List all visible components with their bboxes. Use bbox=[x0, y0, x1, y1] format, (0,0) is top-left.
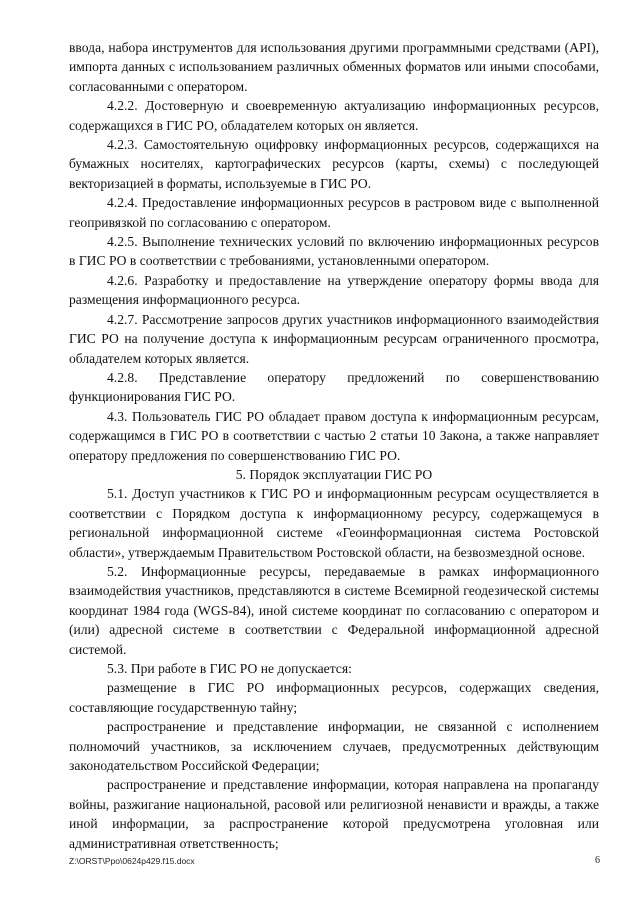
paragraph-4-2-2: 4.2.2. Достоверную и своевременную актуализацию информационных ресурсов, содержащихся в ГИС РО, обладателем которых он является. bbox=[69, 98, 599, 133]
paragraph-5-1: 5.1. Доступ участников к ГИС РО и информационным ресурсам осуществляется в соответствии с Порядком доступа к информационному ресурсу, содержащемуся в региональной информационной системе «Геоинформационная система Ростовской области», утверждаемым Правительством Ростовской области, на безвозмездной основе. bbox=[69, 486, 599, 560]
paragraph-4-3: 4.3. Пользователь ГИС РО обладает правом доступа к информационным ресурсам, содержащимся в ГИС РО в соответствии с частью 2 статьи 10 Закона, а также направляет оператору предложения по совершенствованию ГИС РО. bbox=[69, 408, 599, 463]
paragraph-4-2-6: 4.2.6. Разработку и предоставление на утверждение оператору формы ввода для размещения информационного ресурса. bbox=[69, 272, 599, 308]
section-heading: 5. Порядок эксплуатации ГИС РО bbox=[235, 466, 433, 482]
list-item-state-secret: размещение в ГИС РО информационных ресурсов, содержащих сведения, составляющие государственную тайну; bbox=[69, 680, 599, 715]
paragraph-continuation: ввода, набора инструментов для использования другими программными средствами (API), импорта данных с использованием различных обменных форматов или иными способами, согласованными с оператором. bbox=[69, 40, 599, 94]
page-number: 6 bbox=[595, 855, 600, 866]
paragraph-4-2-3: 4.2.3. Самостоятельную оцифровку информационных ресурсов, содержащихся на бумажных носителях, картографических ресурсов (карты, схемы) с последующей векторизацией в форматы, используемые в ГИС РО. bbox=[69, 137, 599, 191]
paragraph-5-3: 5.3. При работе в ГИС РО не допускается: bbox=[107, 661, 352, 676]
paragraph-4-2-7: 4.2.7. Рассмотрение запросов других участников информационного взаимодействия ГИС РО на получение доступа к информационным ресурсам ограниченного просмотра, обладателем которых является. bbox=[69, 311, 599, 366]
list-item-prohibited-info: распространение и представление информации, которая направлена на пропаганду войны, разжигание национальной, расовой или религиозной ненависти и вражды, а также иной информации, за распространение которой предусмотрена уголовная или административная ответственность; bbox=[69, 777, 599, 851]
paragraph-4-2-5: 4.2.5. Выполнение технических условий по включению информационных ресурсов в ГИС РО в соответствии с требованиями, установленными оператором. bbox=[69, 234, 599, 269]
footer-file-path: Z:\ORST\Ppo\0624p429.f15.docx bbox=[69, 856, 195, 866]
document-page bbox=[69, 38, 599, 853]
paragraph-5-2: 5.2. Информационные ресурсы, передаваемые в рамках информационного взаимодействия участников, представляются в системе Всемирной геодезической системы координат 1984 года (WGS-84), иной системе координат по согласованию с оператором и (или) адресной системе в соответствии с Федеральной информационной адресной системой. bbox=[69, 563, 599, 657]
paragraph-4-2-8: 4.2.8. Представление оператору предложений по совершенствованию функционирования ГИС РО. bbox=[69, 369, 599, 405]
list-item-unrelated-info: распространение и представление информации, не связанной с исполнением полномочий участников, за исключением случаев, предусмотренных действующим законодательством Российской Федерации; bbox=[69, 719, 599, 774]
paragraph-4-2-4: 4.2.4. Предоставление информационных ресурсов в растровом виде с выполненной геопривязкой по согласованию с оператором. bbox=[69, 195, 599, 230]
